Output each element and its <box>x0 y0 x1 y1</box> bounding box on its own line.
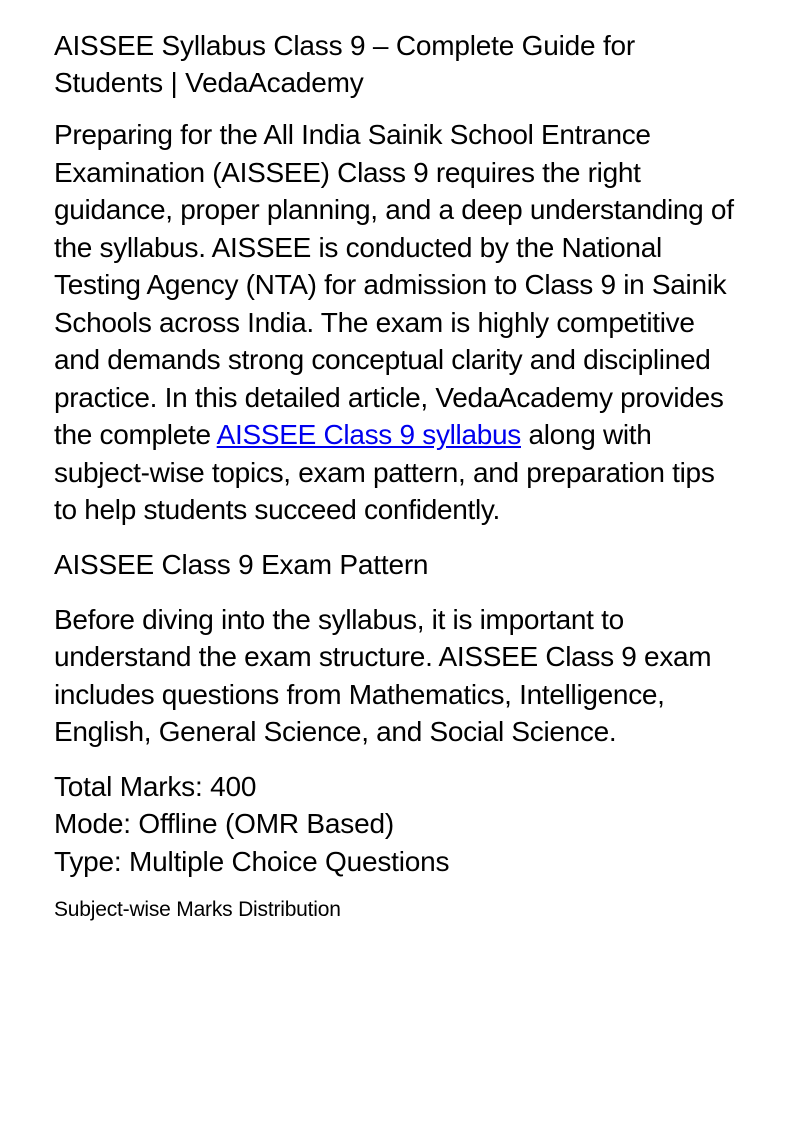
marks-distribution-heading: Subject-wise Marks Distribution <box>54 898 341 921</box>
exam-pattern-heading: AISSEE Class 9 Exam Pattern <box>54 548 429 580</box>
exam-pattern-description: Before diving into the syllabus, it is important to understand the exam structure. AISSEE Class 9 exam includes questions from Mathematics, Intelligence, English, General Science, and Social Science. <box>54 603 712 747</box>
exam-mode: Mode: Offline (OMR Based) <box>54 808 394 839</box>
page-title: AISSEE Syllabus Class 9 – Complete Guide for Students | VedaAcademy <box>54 30 636 98</box>
intro-text-before-link: Preparing for the All India Sainik School Entrance Examination (AISSEE) Class 9 requires the right guidance, proper planning, and a deep understanding of the syllabus. AISSEE is conducted by the National Testing Agency (NTA) for admission to Class 9 in Sainik Schools across India. The exam is highly competitive and demands strong conceptual clarity and disciplined practice. In this detailed article, VedaAcademy provides the complete <box>54 119 734 450</box>
article <box>54 27 744 924</box>
syllabus-link[interactable]: AISSEE Class 9 syllabus <box>216 419 521 450</box>
intro-text-after-link: along with subject-wise topics, exam pattern, and preparation tips to help students succeed confidently. <box>54 419 715 525</box>
intro-paragraph <box>54 116 744 529</box>
exam-facts <box>54 768 744 881</box>
total-marks: Total Marks: 400 <box>54 770 257 802</box>
question-type: Type: Multiple Choice Questions <box>54 845 450 877</box>
